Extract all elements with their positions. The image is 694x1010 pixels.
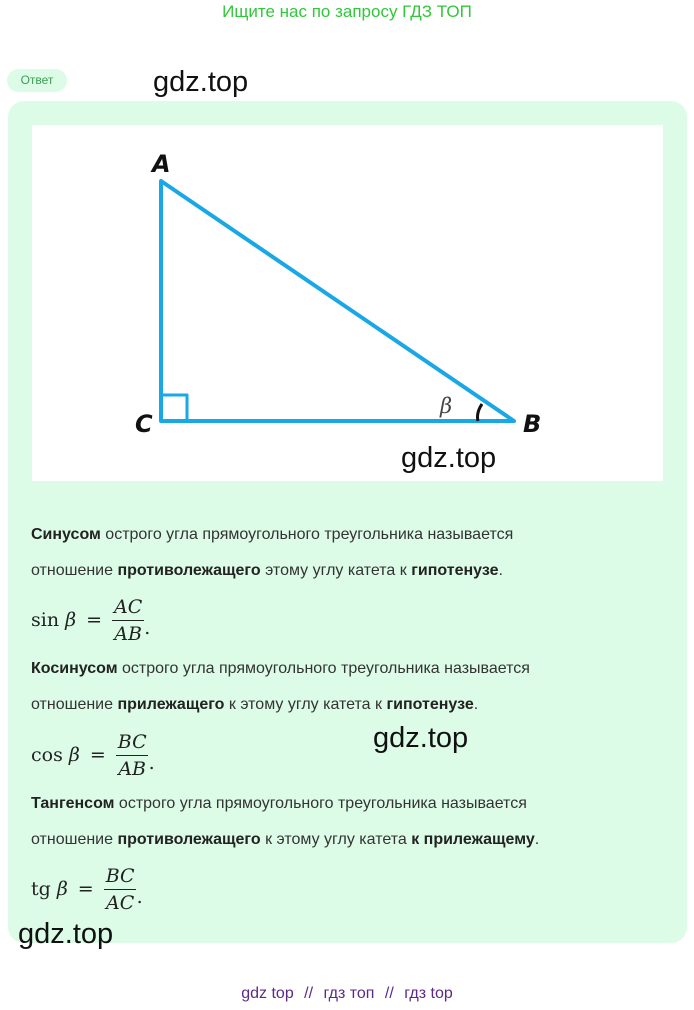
tangent-denominator: AC (104, 889, 136, 914)
tangent-dot: . (136, 886, 143, 908)
cosine-line1-rest: острого угла прямоугольного треугольника называется (117, 660, 530, 677)
sine-dot: . (144, 617, 151, 639)
cosine-var: β (68, 744, 80, 766)
sine-denominator: AB (112, 620, 144, 645)
cosine-dot: . (148, 752, 155, 774)
top-banner (0, 2, 694, 22)
angle-beta-label: β (440, 394, 453, 418)
watermark: gdz.top (401, 442, 497, 474)
sine-definition-line2 (31, 561, 503, 581)
tangent-fraction (104, 865, 137, 914)
footer-link-gdz-top-ru[interactable]: гдз топ (323, 985, 375, 1002)
cosine-denominator: AB (116, 755, 148, 780)
cosine-numerator: BC (117, 730, 147, 753)
cosine-line2-part1: отношение (31, 696, 118, 713)
cosine-formula (31, 730, 155, 780)
sine-numerator: AC (113, 595, 143, 618)
answer-badge (7, 69, 67, 92)
cosine-line2-part2: к этому углу катета к (224, 696, 387, 713)
tangent-line2-part2: к этому углу катета (260, 831, 412, 848)
tangent-line1-rest: острого угла прямоугольного треугольника называется (114, 795, 527, 812)
vertex-b-label: B (523, 410, 542, 438)
sine-line1-rest: острого угла прямоугольного треугольника называется (100, 526, 514, 543)
sine-term: Синусом (31, 526, 101, 543)
tangent-opposite-term: противолежащего (117, 831, 261, 848)
footer-separator: // (384, 985, 394, 1002)
cosine-fn: cos (31, 744, 63, 766)
tangent-fn: tg (31, 878, 51, 900)
triangle-figure (32, 125, 663, 481)
sine-line2-part3: . (498, 562, 503, 579)
footer-links (0, 985, 694, 1003)
angle-beta-arc (478, 404, 483, 421)
triangle-diagram (32, 125, 663, 481)
sine-line2-part2: этому углу катета к (260, 562, 412, 579)
tangent-formula (31, 864, 143, 914)
right-angle-mark (161, 395, 187, 421)
tangent-definition-line2 (31, 830, 539, 850)
tangent-line2-part3: . (534, 831, 540, 848)
tangent-term: Тангенсом (31, 795, 115, 812)
tangent-line2-part1: отношение (31, 831, 118, 848)
watermark: gdz.top (373, 722, 469, 754)
top-banner-text: Ищите нас по запросу ГДЗ ТОП (222, 2, 472, 21)
sine-hypotenuse-term: гипотенузе (411, 562, 499, 579)
sine-formula (31, 595, 150, 645)
sine-var: β (65, 609, 77, 631)
cosine-fraction (116, 731, 149, 780)
watermark: gdz.top (153, 66, 249, 98)
cosine-line2-part3: . (473, 696, 479, 713)
sine-opposite-term: противолежащего (117, 562, 261, 579)
sine-fraction (112, 596, 144, 645)
sine-eq: = (86, 609, 102, 631)
triangle-shape (161, 181, 514, 421)
sine-fn: sin (31, 609, 60, 631)
cosine-eq: = (89, 744, 106, 766)
cosine-hypotenuse-term: гипотенузе (386, 696, 474, 713)
watermark: gdz.top (18, 918, 114, 950)
answer-badge-label: Ответ (20, 73, 54, 87)
footer-link-gdz-top-mixed[interactable]: гдз top (404, 985, 453, 1002)
cosine-term: Косинусом (31, 660, 118, 677)
tangent-eq: = (77, 878, 94, 900)
cosine-definition-line1 (31, 659, 530, 679)
vertex-c-label: C (135, 410, 153, 438)
footer-separator: // (304, 985, 314, 1002)
vertex-a-label: A (152, 150, 171, 178)
tangent-numerator: BC (105, 864, 135, 887)
cosine-adjacent-term: прилежащего (117, 696, 225, 713)
cosine-definition-line2 (31, 695, 478, 715)
sine-line2-part1: отношение (31, 562, 118, 579)
tangent-adjacent-term: к прилежащему (411, 831, 535, 848)
footer-link-gdz-top[interactable]: gdz top (241, 985, 294, 1002)
sine-definition-line1 (31, 525, 513, 545)
tangent-definition-line1 (31, 794, 527, 814)
tangent-var: β (56, 878, 68, 900)
